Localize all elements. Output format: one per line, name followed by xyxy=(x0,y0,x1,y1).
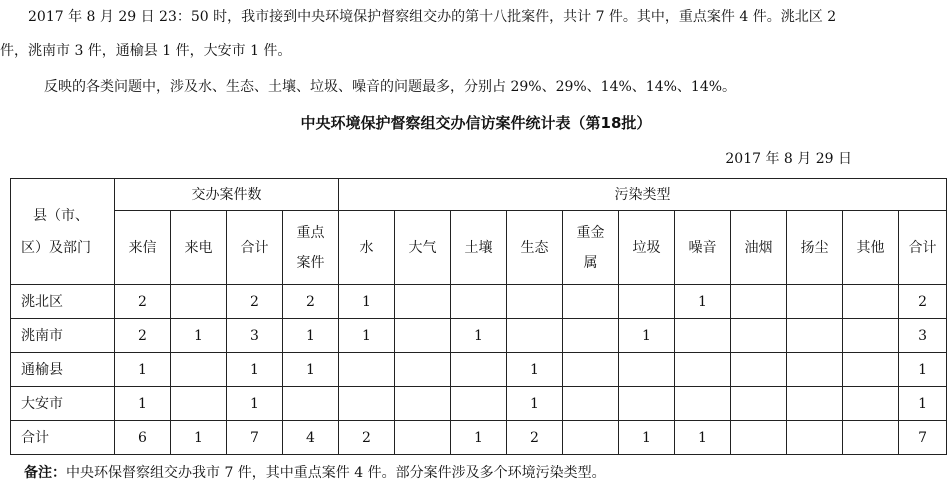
row-name-cell: 洮北区 xyxy=(11,285,115,319)
table-cell: 2 xyxy=(339,421,395,455)
table-cell: 2 xyxy=(899,285,947,319)
column-header-pollution-14 xyxy=(899,211,947,285)
column-header-label: 合计 xyxy=(240,239,269,256)
column-header-case-2 xyxy=(227,211,283,285)
table-cell: 1 xyxy=(451,421,507,455)
column-header-pollution-8 xyxy=(563,211,619,285)
column-header-label: 其他 xyxy=(856,239,885,256)
table-cell xyxy=(731,353,787,387)
table-cell xyxy=(171,285,227,319)
table-cell: 2 xyxy=(115,319,171,353)
statistics-table xyxy=(10,178,947,455)
table-cell xyxy=(339,353,395,387)
row-name-cell: 洮南市 xyxy=(11,319,115,353)
table-cell xyxy=(675,319,731,353)
column-header-label: 油烟 xyxy=(744,239,773,256)
table-cell: 1 xyxy=(283,353,339,387)
column-header-pollution-10 xyxy=(675,211,731,285)
table-cell: 2 xyxy=(115,285,171,319)
table-cell xyxy=(731,421,787,455)
note-label: 备注： xyxy=(24,465,66,481)
table-cell: 1 xyxy=(115,387,171,421)
table-cell xyxy=(787,421,843,455)
note-text: 中央环保督察组交办我市 7 件，其中重点案件 4 件。部分案件涉及多个环境污染类型。 xyxy=(66,465,606,481)
table-row xyxy=(11,285,947,319)
table-cell: 1 xyxy=(227,387,283,421)
column-header-label: 垃圾 xyxy=(632,239,661,256)
table-cell xyxy=(507,319,563,353)
table-cell: 1 xyxy=(675,285,731,319)
table-cell xyxy=(787,353,843,387)
table-cell xyxy=(171,387,227,421)
column-header-label: 水 xyxy=(359,239,374,256)
column-header-label: 大气 xyxy=(408,239,437,256)
table-cell: 1 xyxy=(339,319,395,353)
table-body xyxy=(11,285,947,455)
table-cell: 4 xyxy=(283,421,339,455)
column-header-pollution-9 xyxy=(619,211,675,285)
intro-paragraph-line2: 件，洮南市 3 件，通榆县 1 件，大安市 1 件。 xyxy=(0,43,292,59)
table-cell xyxy=(619,285,675,319)
table-cell: 3 xyxy=(899,319,947,353)
table-cell xyxy=(787,285,843,319)
table-cell xyxy=(675,353,731,387)
table-cell: 2 xyxy=(507,421,563,455)
table-row xyxy=(11,353,947,387)
row-name-cell: 通榆县 xyxy=(11,353,115,387)
table-cell xyxy=(787,319,843,353)
table-cell xyxy=(843,285,899,319)
table-cell: 2 xyxy=(227,285,283,319)
county-header xyxy=(11,179,115,285)
table-cell xyxy=(451,353,507,387)
table-cell: 1 xyxy=(507,353,563,387)
table-cell xyxy=(395,387,451,421)
table-cell: 2 xyxy=(283,285,339,319)
table-row xyxy=(11,421,947,455)
table-cell xyxy=(675,387,731,421)
column-header-label: 重点 案件 xyxy=(296,224,325,271)
table-cell xyxy=(563,319,619,353)
column-header-pollution-11 xyxy=(731,211,787,285)
column-header-pollution-12 xyxy=(787,211,843,285)
intro-paragraph-line1: 2017 年 8 月 29 日 23：50 时，我市接到中央环境保护督察组交办的第十八批案件，共计 7 件。其中，重点案件 4 件。洮北区 2 xyxy=(28,9,837,25)
table-cell xyxy=(731,387,787,421)
column-header-label: 合计 xyxy=(908,239,937,256)
table-cell: 1 xyxy=(507,387,563,421)
column-header-label: 土壤 xyxy=(464,239,493,256)
column-header-pollution-7 xyxy=(507,211,563,285)
table-cell xyxy=(451,387,507,421)
table-cell: 1 xyxy=(283,319,339,353)
table-cell xyxy=(283,387,339,421)
table-cell xyxy=(451,285,507,319)
column-header-label: 来电 xyxy=(184,239,213,256)
table-note xyxy=(24,464,606,482)
row-name-cell: 合计 xyxy=(11,421,115,455)
table-cell: 1 xyxy=(339,285,395,319)
problem-summary-paragraph: 反映的各类问题中，涉及水、生态、土壤、垃圾、噪音的问题最多，分别占 29%、29%、14%、14%、14%。 xyxy=(44,79,737,95)
column-header-label: 噪音 xyxy=(688,239,717,256)
table-cell xyxy=(395,353,451,387)
table-cell xyxy=(843,353,899,387)
column-header-pollution-4 xyxy=(339,211,395,285)
table-cell: 1 xyxy=(171,421,227,455)
column-header-case-1 xyxy=(171,211,227,285)
table-cell: 1 xyxy=(899,353,947,387)
table-cell xyxy=(563,285,619,319)
table-cell xyxy=(395,421,451,455)
county-header-line1: 县（市、 xyxy=(33,207,89,224)
table-cell xyxy=(843,387,899,421)
table-cell xyxy=(171,353,227,387)
column-header-case-0 xyxy=(115,211,171,285)
table-cell xyxy=(507,285,563,319)
table-cell xyxy=(395,285,451,319)
group-header-cases: 交办案件数 xyxy=(115,179,339,211)
table-cell xyxy=(395,319,451,353)
column-header-label: 扬尘 xyxy=(800,239,829,256)
table-cell xyxy=(843,421,899,455)
table-cell: 1 xyxy=(619,421,675,455)
row-name-cell: 大安市 xyxy=(11,387,115,421)
column-header-label: 重金 属 xyxy=(576,224,605,271)
table-cell: 1 xyxy=(675,421,731,455)
table-cell xyxy=(843,319,899,353)
table-cell xyxy=(619,387,675,421)
table-cell: 3 xyxy=(227,319,283,353)
column-header-pollution-6 xyxy=(451,211,507,285)
table-cell xyxy=(619,353,675,387)
table-row xyxy=(11,387,947,421)
group-header-pollution: 污染类型 xyxy=(339,179,947,211)
table-cell xyxy=(787,387,843,421)
column-header-pollution-13 xyxy=(843,211,899,285)
table-cell xyxy=(339,387,395,421)
table-cell xyxy=(563,387,619,421)
table-cell: 7 xyxy=(899,421,947,455)
table-cell xyxy=(731,285,787,319)
table-cell: 1 xyxy=(227,353,283,387)
table-cell: 1 xyxy=(619,319,675,353)
subheader-row xyxy=(11,211,947,285)
table-date: 2017 年 8 月 29 日 xyxy=(725,151,852,167)
table-cell: 6 xyxy=(115,421,171,455)
table-cell: 1 xyxy=(899,387,947,421)
table-cell: 1 xyxy=(115,353,171,387)
column-header-pollution-5 xyxy=(395,211,451,285)
table-cell: 7 xyxy=(227,421,283,455)
table-cell: 1 xyxy=(171,319,227,353)
column-header-case-3 xyxy=(283,211,339,285)
column-header-label: 生态 xyxy=(520,239,549,256)
table-title: 中央环境保护督察组交办信访案件统计表（第18批） xyxy=(300,114,652,132)
table-row xyxy=(11,319,947,353)
column-header-label: 来信 xyxy=(128,239,157,256)
table-cell xyxy=(563,421,619,455)
table-cell xyxy=(563,353,619,387)
table-cell xyxy=(731,319,787,353)
table-cell: 1 xyxy=(451,319,507,353)
county-header-line2: 区）及部门 xyxy=(21,239,91,256)
